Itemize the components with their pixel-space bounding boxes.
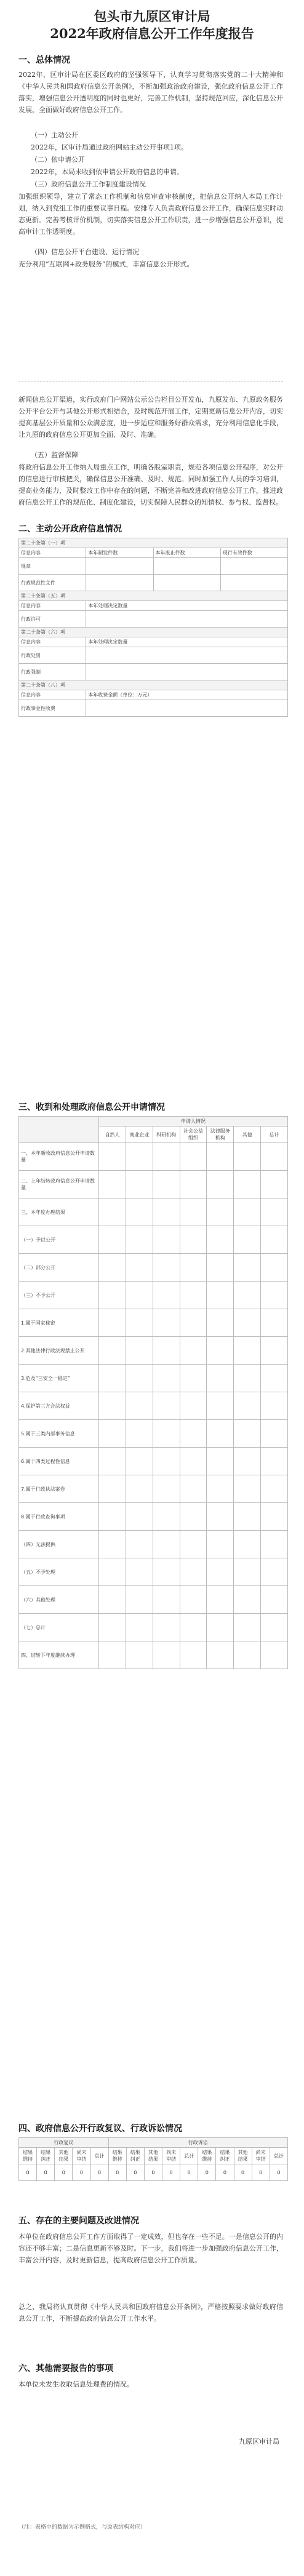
table-cell	[153, 1143, 180, 1171]
row-label: 行政许可	[19, 611, 86, 628]
table-cell	[261, 1586, 288, 1614]
row-label: （三）不予公开	[19, 1282, 99, 1309]
table-cell	[234, 1420, 261, 1448]
row-label: （一）予以公开	[19, 1226, 99, 1254]
section-2-heading: 二、主动公开政府信息情况	[18, 524, 122, 534]
col-header: 商业企业	[126, 1127, 153, 1143]
table-cell	[261, 1531, 288, 1558]
table-cell	[207, 1143, 234, 1171]
table-row	[19, 1392, 288, 1420]
table-cell	[261, 1641, 288, 1669]
active-disclosure-table-block	[18, 538, 288, 717]
col-header: 本年处理决定数量	[86, 637, 288, 647]
table-cell	[99, 1309, 126, 1337]
row-label: 行政事业性收费	[19, 700, 86, 717]
table-row	[19, 1448, 288, 1475]
table-cell: 0	[144, 2164, 162, 2181]
table-cell: 0	[55, 2164, 73, 2181]
table-cell	[180, 1171, 207, 1198]
table-cell	[180, 1614, 207, 1641]
col-header: 信息内容	[19, 690, 86, 700]
table-cell	[126, 1392, 153, 1420]
table-cell	[180, 1503, 207, 1531]
table-row	[19, 1171, 288, 1198]
active-disclosure-table	[18, 538, 288, 717]
table-header: 第二十条第（八）项	[19, 680, 288, 690]
review-litigation-table	[18, 2137, 288, 2181]
table-cell	[207, 1641, 234, 1669]
col-header: 尚未审结	[73, 2148, 90, 2164]
footnote: （注：表格中的数据为示例格式，与原表结构对应）	[18, 2524, 146, 2530]
col-header: 尚未审结	[162, 2148, 180, 2164]
table-cell	[153, 1420, 180, 1448]
table-cell	[180, 1392, 207, 1420]
table-cell: 0	[108, 2164, 126, 2181]
table-cell	[207, 1337, 234, 1365]
col-header: 结果纠正	[126, 2148, 144, 2164]
table-cell	[261, 1448, 288, 1475]
table-cell	[261, 1475, 288, 1503]
table-cell	[99, 1337, 126, 1365]
table-cell	[234, 1392, 261, 1420]
col-header: 自然人	[99, 1127, 126, 1143]
report-title-line2: 2022年政府信息公开工作年度报告	[50, 26, 254, 41]
table-cell	[99, 1143, 126, 1171]
table-cell	[153, 1226, 180, 1254]
issues-paragraph-2: 总之，我局将认真贯彻《中华人民共和国政府信息公开条例》，严格按照要求做好政府信息公开工作，不断提高政府信息公开工作水平。	[18, 2303, 283, 2323]
table-cell	[99, 1171, 126, 1198]
table-cell	[153, 1365, 180, 1392]
table-cell	[207, 1254, 234, 1282]
table-cell	[207, 1420, 234, 1448]
table-cell	[207, 1226, 234, 1254]
group-header: 行政复议	[19, 2138, 109, 2148]
section-3-heading: 三、收到和处理政府信息公开申请情况	[18, 1103, 165, 1112]
table-cell	[234, 1254, 261, 1282]
table-cell	[207, 1614, 234, 1641]
table-row	[19, 1198, 288, 1226]
table-row	[19, 1614, 288, 1641]
col-header: 总计	[90, 2148, 108, 2164]
table-cell	[261, 1558, 288, 1586]
issues-paragraph: 本单位在政府信息公开工作方面取得了一定成效，但也存在一些不足。一是信息公开的内容还不够丰富；二是信息更新不够及时。下一步，我们将进一步加强政府信息公开工作，丰富公开内容，及时更新信息，提高政府信息公开工作质量。	[18, 2233, 283, 2264]
table-cell	[99, 1226, 126, 1254]
table-row	[19, 1531, 288, 1558]
table-cell	[207, 1475, 234, 1503]
sub5-title: （五）监督保障	[31, 451, 78, 459]
table-header: 第二十条第（一）项	[19, 538, 288, 548]
table-cell	[99, 1586, 126, 1614]
table-cell	[180, 1531, 207, 1558]
table-cell	[207, 1558, 234, 1586]
application-table-block	[18, 1116, 288, 1669]
row-label: 四、结转下年度继续办理	[19, 1641, 99, 1669]
table-cell	[207, 1309, 234, 1337]
row-label: （二）部分公开	[19, 1254, 99, 1282]
table-cell	[99, 1420, 126, 1448]
col-header: 现行有效件数	[220, 548, 287, 558]
row-label: 3.危及“三安全一稳定”	[19, 1365, 99, 1392]
col-header: 社会公益组织	[180, 1127, 207, 1143]
table-row	[19, 1254, 288, 1282]
col-header: 总计	[261, 1127, 288, 1143]
table-cell	[153, 1448, 180, 1475]
table-cell	[234, 1558, 261, 1586]
table-cell	[126, 1309, 153, 1337]
table-cell	[207, 1282, 234, 1309]
group-header: 行政诉讼	[108, 2138, 287, 2148]
table-cell: 0	[216, 2164, 234, 2181]
table-cell: 0	[198, 2164, 216, 2181]
sub4-text: 充分利用“互联网+政务服务”的模式，丰富信息公开形式。	[18, 260, 194, 268]
col-header: 本年制发件数	[86, 548, 153, 558]
col-header: 结果纠正	[216, 2148, 234, 2164]
table-cell	[261, 1282, 288, 1309]
table-cell	[261, 1198, 288, 1226]
row-label: （六）其他处理	[19, 1586, 99, 1614]
table-cell	[99, 1475, 126, 1503]
table-cell	[180, 1309, 207, 1337]
col-header: 其他结果	[234, 2148, 252, 2164]
col-header: 其他	[234, 1127, 261, 1143]
table-cell: 0	[234, 2164, 252, 2181]
col-header: 其他结果	[55, 2148, 73, 2164]
table-cell	[234, 1641, 261, 1669]
row-label: 7.属于行政执法案卷	[19, 1475, 99, 1503]
sub3-title: （三）政府信息公开工作制度建设情况	[31, 180, 146, 188]
table-cell: 0	[126, 2164, 144, 2181]
sub1-text: 2022年，区审计局通过政府网站主动公开事项1项。	[31, 143, 188, 151]
table-cell	[126, 1365, 153, 1392]
col-header: 科研机构	[153, 1127, 180, 1143]
table-cell	[234, 1586, 261, 1614]
row-label: 一、本年新收政府信息公开申请数量	[19, 1143, 99, 1171]
row-label: 2.其他法律行政法规禁止公开	[19, 1337, 99, 1365]
table-row	[19, 1586, 288, 1614]
table-cell	[99, 1614, 126, 1641]
table-cell	[153, 1309, 180, 1337]
table-cell	[99, 1641, 126, 1669]
table-cell	[180, 1641, 207, 1669]
table-cell	[99, 1531, 126, 1558]
table-cell	[207, 1531, 234, 1558]
table-cell	[261, 1614, 288, 1641]
table-cell	[180, 1558, 207, 1586]
table-cell	[261, 1309, 288, 1337]
table-header: 第二十条第（六）项	[19, 628, 288, 637]
table-cell	[126, 1282, 153, 1309]
table-cell: 0	[90, 2164, 108, 2181]
table-row	[19, 1558, 288, 1586]
table-cell	[234, 1171, 261, 1198]
table-cell	[99, 1503, 126, 1531]
row-label: 8.属于行政查询事项	[19, 1503, 99, 1531]
table-cell	[180, 1254, 207, 1282]
intro-paragraph: 2022年，区审计局在区委区政府的坚强领导下，认真学习贯彻落实党的二十大精神和《中华人民共和国政府信息公开条例》，不断加强政治政府建设，强化政府信息公开工作落实，增强信息公开透明度的同时也更好，完善工作机制，坚持规范回应，深化信息公开发展，全面做好政府信息公开工作。	[18, 71, 283, 114]
review-litigation-table-block	[18, 2137, 288, 2181]
row-label: 三、本年度办理结果	[19, 1198, 99, 1226]
table-cell	[99, 1558, 126, 1586]
col-header: 本年收费金额（单位：万元）	[86, 690, 288, 700]
row-label: 1.属于国家秘密	[19, 1309, 99, 1337]
table-cell	[261, 1143, 288, 1171]
col-header: 信息内容	[19, 548, 86, 558]
sub3-text: 加强组织领导，建立了常态工作机制和信息审查审核制度，把信息公开纳入本局工作计划，纳入到党组工作的重要议事日程。安排专人负责政府信息公开工作，确保信息实时动态更新。完善考核评价机制，切实落实信息公开工作职责，进一步增强信息公开意识，提高审计工作透明度。	[18, 193, 283, 236]
table-cell	[126, 1171, 153, 1198]
table-cell: 0	[37, 2164, 55, 2181]
table-cell	[126, 1503, 153, 1531]
table-cell: 0	[19, 2164, 37, 2181]
table-cell	[234, 1614, 261, 1641]
table-cell	[261, 1503, 288, 1531]
table-cell	[234, 1198, 261, 1226]
col-header: 结果维持	[108, 2148, 126, 2164]
table-cell	[207, 1448, 234, 1475]
table-cell	[261, 1226, 288, 1254]
table-row	[19, 1503, 288, 1531]
table-row	[19, 1309, 288, 1337]
table-cell	[261, 1420, 288, 1448]
sub2-title: （二）依申请公开	[31, 156, 85, 164]
row-label: （四）无法提供	[19, 1531, 99, 1558]
table-cell	[99, 1254, 126, 1282]
table-cell	[180, 1337, 207, 1365]
row-label: 6.属于四类过程性信息	[19, 1448, 99, 1475]
col-header: 信息内容	[19, 601, 86, 611]
col-header: 法律服务机构	[207, 1127, 234, 1143]
row-label: 4.保护第三方合法权益	[19, 1392, 99, 1420]
sub4-title: （四）信息公开平台建设、运行情况	[31, 248, 139, 256]
table-row	[19, 1143, 288, 1171]
application-table	[18, 1116, 288, 1669]
table-cell	[153, 1641, 180, 1669]
table-cell	[153, 1254, 180, 1282]
table-cell	[126, 1337, 153, 1365]
table-cell	[207, 1586, 234, 1614]
table-cell	[126, 1614, 153, 1641]
table-cell	[153, 1171, 180, 1198]
table-cell	[126, 1226, 153, 1254]
row-label: 行政处罚	[19, 647, 86, 664]
table-cell	[261, 1392, 288, 1420]
table-cell	[99, 1448, 126, 1475]
table-cell	[207, 1503, 234, 1531]
table-cell	[126, 1531, 153, 1558]
signature: 九原区审计局	[239, 2438, 279, 2446]
table-cell	[234, 1226, 261, 1254]
table-cell	[99, 1198, 126, 1226]
table-cell	[180, 1420, 207, 1448]
table-cell	[234, 1282, 261, 1309]
table-cell	[126, 1475, 153, 1503]
table-cell	[180, 1586, 207, 1614]
other-matters-text: 本单位未发生收取信息处理费的情况。	[18, 2380, 134, 2388]
table-cell	[126, 1586, 153, 1614]
page-divider	[18, 381, 283, 382]
row-label: 5.属于三类内部事务信息	[19, 1420, 99, 1448]
table-cell	[261, 1337, 288, 1365]
table-header: 第二十条第（五）项	[19, 591, 288, 601]
table-cell	[207, 1392, 234, 1420]
row-label: 二、上年结转政府信息公开申请数量	[19, 1171, 99, 1198]
row-label: 规章	[19, 558, 86, 575]
table-row	[19, 1282, 288, 1309]
report-title-line1: 包头市九原区审计局	[94, 9, 210, 24]
table-cell	[180, 1226, 207, 1254]
sub1-title: （一）主动公开	[31, 131, 78, 139]
table-cell	[126, 1641, 153, 1669]
section-4-heading: 四、政府信息公开行政复议、行政诉讼情况	[18, 2124, 182, 2134]
col-header: 总计	[180, 2148, 198, 2164]
col-header: 本年废止件数	[153, 548, 220, 558]
table-cell	[153, 1198, 180, 1226]
table-cell	[234, 1448, 261, 1475]
col-header: 尚未审结	[252, 2148, 270, 2164]
table-cell	[99, 1282, 126, 1309]
row-label: 行政规范性文件	[19, 575, 86, 591]
table-cell	[180, 1365, 207, 1392]
table-cell	[126, 1254, 153, 1282]
table-cell	[234, 1475, 261, 1503]
table-cell	[234, 1309, 261, 1337]
table-cell: 0	[252, 2164, 270, 2181]
section-5-heading: 五、存在的主要问题及改进情况	[18, 2216, 139, 2226]
col-header: 其他结果	[144, 2148, 162, 2164]
table-cell	[153, 1282, 180, 1309]
table-cell	[180, 1198, 207, 1226]
table-cell	[261, 1254, 288, 1282]
sub2-text: 2022年，本局未收到依申请公开政府信息的申请。	[31, 168, 183, 176]
table-cell	[99, 1392, 126, 1420]
table-cell	[234, 1365, 261, 1392]
table-cell	[99, 1365, 126, 1392]
col-header: 结果纠正	[37, 2148, 55, 2164]
table-row	[19, 1641, 288, 1669]
table-cell: 0	[162, 2164, 180, 2181]
section-1-heading: 一、总体情况	[18, 55, 70, 65]
row-label: （五）不予处理	[19, 1558, 99, 1586]
channel-paragraph: 新闻信息公开渠道，实行政府门户网站公示公告栏目公开发布，九原发布、九原政务服务公开平台公开与其他公开形式相结合，及时规范开展工作，定期更新信息公开内容，切实提高基层公开质量和公众满意度，进一步适应和服务好群众需求，充分利用信息化手段，让九原的政府信息公开更加全面、及时、准确。	[18, 396, 283, 439]
table-row	[19, 1226, 288, 1254]
table-cell	[153, 1558, 180, 1586]
table-cell	[126, 1198, 153, 1226]
table-cell	[234, 1337, 261, 1365]
table-cell: 0	[73, 2164, 90, 2181]
table-cell	[234, 1143, 261, 1171]
table-cell	[153, 1614, 180, 1641]
table-cell	[180, 1448, 207, 1475]
table-cell	[153, 1586, 180, 1614]
table-row	[19, 1475, 288, 1503]
table-cell	[180, 1143, 207, 1171]
table-cell	[126, 1420, 153, 1448]
table-cell	[207, 1171, 234, 1198]
row-label: （七）总计	[19, 1614, 99, 1641]
col-header: 信息内容	[19, 637, 86, 647]
col-header: 总计	[270, 2148, 287, 2164]
table-cell	[207, 1198, 234, 1226]
row-label: 行政强制	[19, 664, 86, 680]
table-row	[19, 1365, 288, 1392]
table-cell	[126, 1143, 153, 1171]
table-cell	[153, 1531, 180, 1558]
table-cell	[261, 1171, 288, 1198]
table-cell	[153, 1503, 180, 1531]
col-header: 结果维持	[198, 2148, 216, 2164]
table-cell: 0	[270, 2164, 287, 2181]
table-cell	[180, 1282, 207, 1309]
table-cell	[153, 1475, 180, 1503]
table-row	[19, 1337, 288, 1365]
table-cell	[234, 1531, 261, 1558]
col-header: 结果维持	[19, 2148, 37, 2164]
table-cell	[126, 1448, 153, 1475]
table-cell	[207, 1365, 234, 1392]
table-cell	[153, 1337, 180, 1365]
table-cell	[234, 1503, 261, 1531]
table-cell	[180, 1475, 207, 1503]
table-cell: 0	[180, 2164, 198, 2181]
table-cell	[153, 1392, 180, 1420]
sub5-text: 将政府信息公开工作纳入局重点工作，明确各股室职责，规范各项信息公开程序，对公开的信息进行审核把关，确保信息公开准确、及时、规范。同时加强工作人员的学习培训，提高业务能力，及时整改工作中存在的问题，不断完善和改进政府信息公开工作，推进政府信息公开工作的规范化、制度化建设，切实保障人民群众的知情权、参与权、监督权。	[18, 463, 283, 506]
table-cell	[261, 1365, 288, 1392]
table-row	[19, 1420, 288, 1448]
table-cell	[126, 1558, 153, 1586]
table-header: 申请人情况	[99, 1117, 288, 1127]
section-6-heading: 六、其他需要报告的事项	[18, 2364, 113, 2374]
col-header: 本年处理决定数量	[86, 601, 288, 611]
